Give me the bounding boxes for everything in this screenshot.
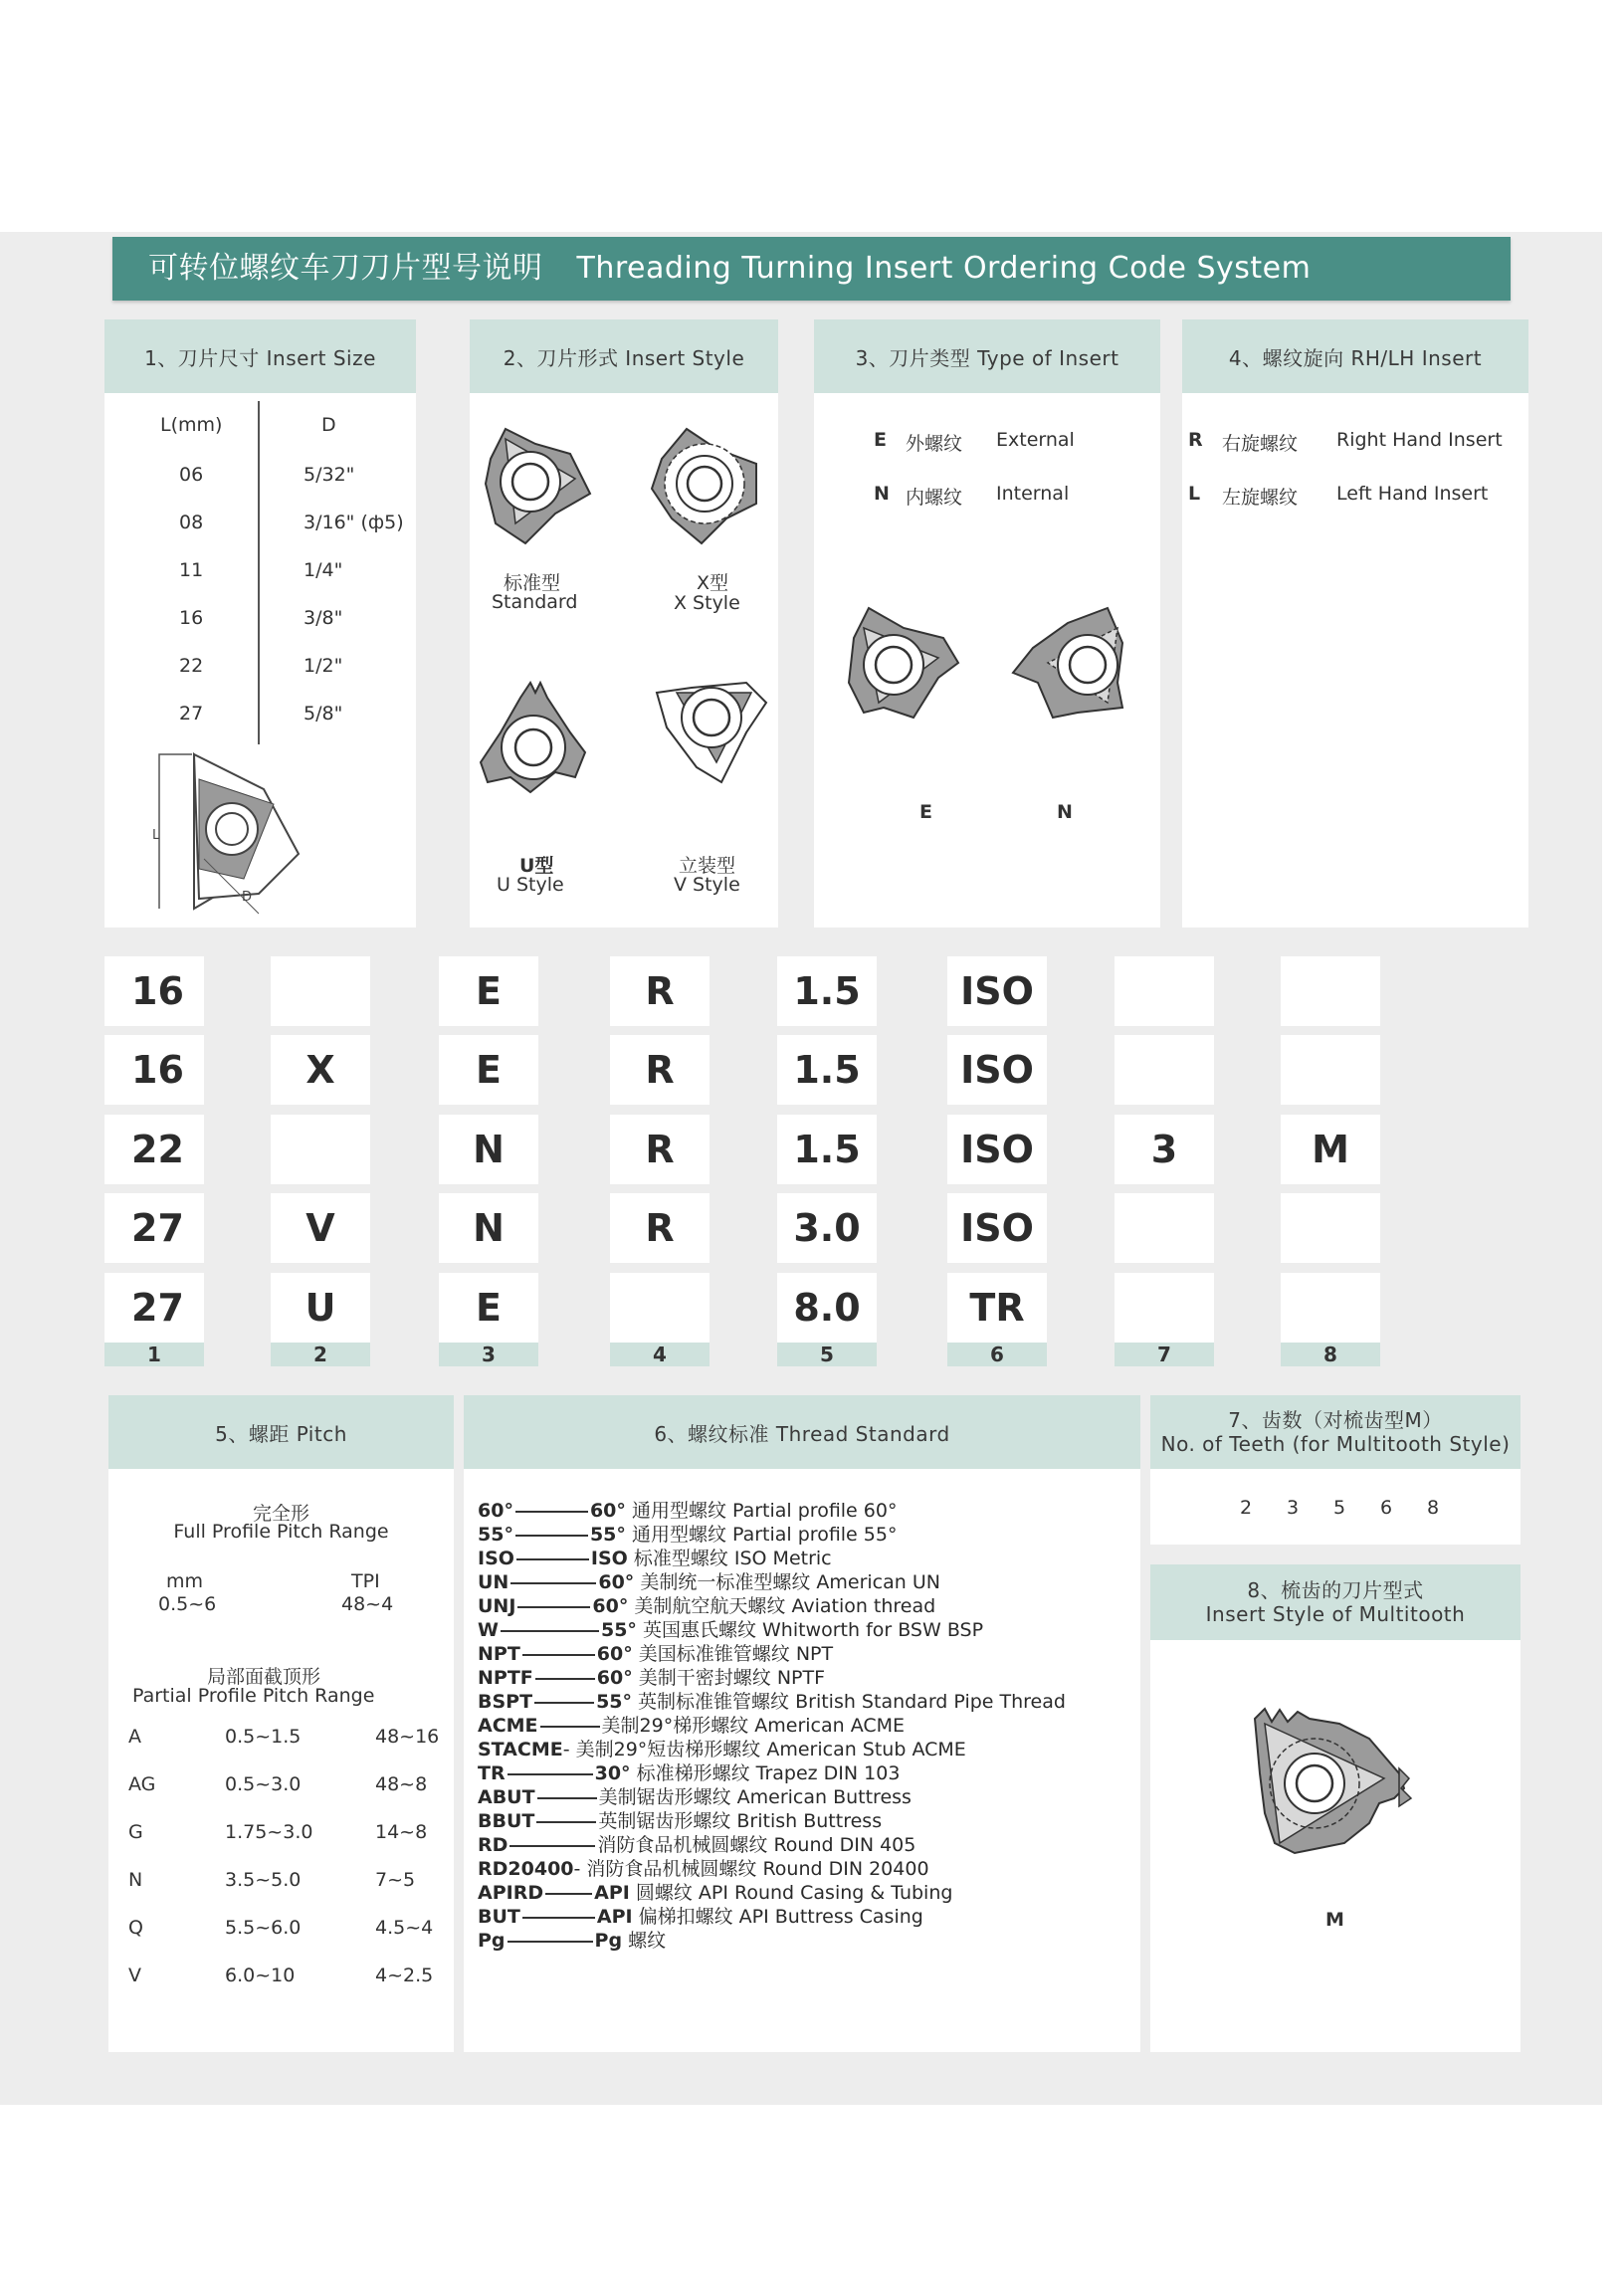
code-cell — [1115, 1035, 1214, 1105]
code-cell: 3 — [1115, 1115, 1214, 1184]
dash-line — [537, 1797, 597, 1799]
thread-standard-row — [478, 1547, 832, 1570]
mm-range: 0.5~6 — [158, 1593, 217, 1615]
dash-line — [534, 1702, 594, 1704]
thread-code: Pg — [478, 1930, 506, 1952]
code-cell — [1115, 1273, 1214, 1343]
insert-size-diagram — [144, 749, 343, 919]
thread-standard-row — [478, 1642, 833, 1666]
code-cell: E — [439, 1273, 538, 1343]
style-v-cn: 立装型 — [679, 855, 736, 877]
code-cell: R — [610, 956, 710, 1026]
column-number: 4 — [610, 1343, 710, 1366]
thread-standard-row — [478, 1905, 923, 1929]
diagram-d-label: D — [242, 890, 253, 905]
code-cell: M — [1281, 1115, 1380, 1184]
multitooth-insert-icon — [1250, 1704, 1419, 1873]
thread-description: 美制航空航天螺纹 Aviation thread — [628, 1595, 936, 1617]
pitch-code: AG — [128, 1773, 156, 1795]
code-cell — [1281, 1193, 1380, 1263]
size-row-d: 1/4" — [304, 559, 343, 581]
thread-description: 美制干密封螺纹 NPTF — [632, 1667, 826, 1689]
dash-line — [508, 1773, 593, 1775]
size-row-d: 3/16" (ф5) — [304, 512, 404, 533]
full-profile-cn: 完全形 — [252, 1503, 309, 1525]
type-e-cn: 外螺纹 — [906, 433, 963, 455]
code-cell: ISO — [947, 1115, 1047, 1184]
thread-standard-row — [478, 1690, 1066, 1714]
thread-description: 英制标准锥管螺纹 British Standard Pipe Thread — [632, 1691, 1066, 1713]
multitooth-header-cn: 8、梳齿的刀片型式 — [1247, 1578, 1424, 1602]
pitch-code: V — [128, 1965, 141, 1986]
title-en: Threading Turning Insert Ordering Code System — [576, 251, 1312, 286]
code-cell: R — [610, 1035, 710, 1105]
thread-standard-row — [478, 1523, 897, 1547]
type-e-code: E — [874, 429, 887, 451]
size-row-d: 5/8" — [304, 703, 343, 724]
multitooth-header-en: Insert Style of Multitooth — [1205, 1602, 1466, 1626]
code-cell: 1.5 — [777, 1115, 877, 1184]
code-cell: 27 — [104, 1273, 204, 1343]
thread-code: ACME — [478, 1715, 538, 1737]
thread-code: NPT — [478, 1643, 520, 1665]
size-row-l: 08 — [179, 512, 204, 533]
thread-angle: ISO — [590, 1548, 628, 1569]
type-n-en: Internal — [996, 483, 1070, 505]
thread-angle: 55° — [589, 1524, 626, 1546]
thread-code: TR — [478, 1762, 506, 1784]
teeth-panel — [1150, 1395, 1521, 1545]
style-standard-en: Standard — [492, 591, 578, 613]
thread-standard-row — [478, 1618, 983, 1642]
thread-description: 美国标准锥管螺纹 NPT — [632, 1643, 834, 1665]
pitch-tpi: 48~8 — [375, 1773, 428, 1795]
diagram-l-label: L — [152, 828, 160, 843]
pitch-mm: 0.5~1.5 — [225, 1726, 302, 1748]
thread-code: W — [478, 1619, 499, 1641]
thread-code: ISO — [478, 1548, 514, 1569]
thread-standard-row — [478, 1833, 915, 1857]
lh-cn: 左旋螺纹 — [1222, 487, 1299, 509]
code-cell: 27 — [104, 1193, 204, 1263]
multitooth-header — [1150, 1564, 1521, 1640]
thread-description: 通用型螺纹 Partial profile 55° — [625, 1524, 898, 1546]
col-l-header: L(mm) — [160, 414, 223, 436]
thread-standard-row — [478, 1570, 940, 1594]
size-row-d: 3/8" — [304, 607, 343, 629]
teeth-option: 3 — [1287, 1497, 1300, 1519]
code-cell: E — [439, 1035, 538, 1105]
dash-line — [501, 1630, 599, 1632]
code-cell: 16 — [104, 956, 204, 1026]
full-profile-en: Full Profile Pitch Range — [173, 1521, 389, 1543]
teeth-header-en: No. of Teeth (for Multitooth Style) — [1160, 1432, 1511, 1456]
pitch-tpi: 7~5 — [375, 1869, 416, 1891]
thread-code: NPTF — [478, 1667, 533, 1689]
thread-standard-row — [478, 1929, 666, 1953]
column-number: 6 — [947, 1343, 1047, 1366]
thread-angle: 60° — [592, 1595, 629, 1617]
column-number: 8 — [1281, 1343, 1380, 1366]
thread-description: 通用型螺纹 Partial profile 60° — [625, 1500, 898, 1522]
code-cell: E — [439, 956, 538, 1026]
lh-en: Left Hand Insert — [1336, 483, 1489, 505]
pitch-tpi: 4.5~4 — [375, 1917, 434, 1939]
thread-code: STACME — [478, 1739, 563, 1760]
code-cell: U — [271, 1273, 370, 1343]
thread-code: ABUT — [478, 1786, 535, 1808]
column-divider — [258, 401, 260, 744]
tpi-range: 48~4 — [341, 1593, 394, 1615]
teeth-header — [1150, 1395, 1521, 1469]
thread-angle: 30° — [594, 1762, 631, 1784]
pitch-mm: 5.5~6.0 — [225, 1917, 302, 1939]
teeth-option: 5 — [1333, 1497, 1346, 1519]
style-standard-cn: 标准型 — [504, 572, 561, 594]
thread-code: 55° — [478, 1524, 513, 1546]
pitch-mm: 0.5~3.0 — [225, 1773, 302, 1795]
thread-description: - 美制29°短齿梯形螺纹 American Stub ACME — [562, 1739, 966, 1760]
thread-angle: API — [594, 1882, 630, 1904]
thread-standard-row — [478, 1809, 882, 1833]
dash-line — [536, 1821, 596, 1823]
x-style-insert-icon — [647, 424, 771, 548]
thread-angle: 55° — [596, 1691, 633, 1713]
thread-code: UN — [478, 1571, 509, 1593]
teeth-header-cn: 7、齿数（对梳齿型M） — [1228, 1408, 1443, 1432]
type-of-insert-header: 3、刀片类型 Type of Insert — [814, 319, 1160, 393]
column-number: 3 — [439, 1343, 538, 1366]
insert-style-panel — [470, 319, 778, 928]
dash-line — [545, 1893, 592, 1895]
code-cell: R — [610, 1115, 710, 1184]
pitch-panel — [108, 1395, 454, 2052]
thread-angle: 60° — [596, 1643, 633, 1665]
rh-lh-panel — [1182, 319, 1528, 928]
code-cell: ISO — [947, 956, 1047, 1026]
thread-code: APIRD — [478, 1882, 544, 1904]
code-cell — [271, 956, 370, 1026]
code-cell: N — [439, 1193, 538, 1263]
thread-angle: API — [596, 1906, 633, 1928]
dash-line — [509, 1845, 595, 1847]
teeth-option: 8 — [1427, 1497, 1440, 1519]
standard-insert-icon — [476, 424, 600, 548]
thread-angle: 60° — [596, 1667, 633, 1689]
thread-standard-header: 6、螺纹标准 Thread Standard — [464, 1395, 1140, 1469]
type-n-code: N — [874, 483, 890, 505]
column-number: 2 — [271, 1343, 370, 1366]
size-row-d: 1/2" — [304, 655, 343, 677]
thread-standard-row — [478, 1738, 966, 1761]
size-row-l: 16 — [179, 607, 204, 629]
code-cell: 22 — [104, 1115, 204, 1184]
col-d-header: D — [321, 414, 336, 436]
thread-description: 标准型螺纹 ISO Metric — [627, 1548, 832, 1569]
thread-code: UNJ — [478, 1595, 516, 1617]
column-number: 5 — [777, 1343, 877, 1366]
pitch-tpi: 14~8 — [375, 1821, 428, 1843]
thread-standard-row — [478, 1714, 905, 1738]
code-cell — [610, 1273, 710, 1343]
dash-line — [515, 1511, 588, 1513]
code-cell: ISO — [947, 1193, 1047, 1263]
code-cell: TR — [947, 1273, 1047, 1343]
code-cell — [271, 1115, 370, 1184]
pitch-code: N — [128, 1869, 143, 1891]
code-cell: X — [271, 1035, 370, 1105]
insert-size-panel — [104, 319, 416, 928]
external-insert-icon — [844, 603, 968, 727]
code-cell: V — [271, 1193, 370, 1263]
code-cell: R — [610, 1193, 710, 1263]
thread-description: 美制29°梯形螺纹 American ACME — [601, 1715, 906, 1737]
thread-code: RD — [478, 1834, 508, 1856]
thread-description: 标准梯形螺纹 Trapez DIN 103 — [630, 1762, 901, 1784]
insert-style-header: 2、刀片形式 Insert Style — [470, 319, 778, 393]
thread-description: 美制锯齿形螺纹 American Buttress — [598, 1786, 912, 1808]
dash-line — [508, 1941, 593, 1943]
style-u-cn: U型 — [519, 855, 554, 877]
size-row-l: 06 — [179, 464, 204, 486]
code-cell: ISO — [947, 1035, 1047, 1105]
code-cell: 3.0 — [777, 1193, 877, 1263]
pitch-code: Q — [128, 1917, 143, 1939]
thread-standard-panel — [464, 1395, 1140, 2052]
dash-line — [515, 1535, 588, 1537]
style-u-en: U Style — [497, 874, 564, 896]
size-row-d: 5/32" — [304, 464, 355, 486]
code-cell — [1115, 1193, 1214, 1263]
thread-standard-row — [478, 1499, 897, 1523]
thread-code: 60° — [478, 1500, 513, 1522]
thread-angle: Pg — [594, 1930, 623, 1952]
teeth-option: 6 — [1380, 1497, 1393, 1519]
title-cn: 可转位螺纹车刀刀片型号说明 — [148, 251, 543, 286]
dash-line — [535, 1678, 595, 1680]
rh-lh-header: 4、螺纹旋向 RH/LH Insert — [1182, 319, 1528, 393]
thread-standard-row — [478, 1785, 912, 1809]
rh-code: R — [1188, 429, 1203, 451]
thread-angle: 55° — [600, 1619, 637, 1641]
mm-label: mm — [166, 1570, 204, 1592]
type-e-en: External — [996, 429, 1075, 451]
multitooth-panel — [1150, 1564, 1521, 2052]
thread-description: 螺纹 — [622, 1930, 667, 1952]
pitch-header: 5、螺距 Pitch — [108, 1395, 454, 1469]
thread-standard-row — [478, 1666, 825, 1690]
thread-standard-row — [478, 1881, 952, 1905]
thread-code: BBUT — [478, 1810, 535, 1832]
dash-line — [517, 1606, 590, 1608]
partial-profile-en: Partial Profile Pitch Range — [132, 1685, 375, 1707]
code-cell: 1.5 — [777, 1035, 877, 1105]
tpi-label: TPI — [351, 1570, 380, 1592]
lh-code: L — [1188, 483, 1201, 505]
thread-code: BSPT — [478, 1691, 533, 1713]
pitch-tpi: 48~16 — [375, 1726, 440, 1748]
partial-profile-cn: 局部面截顶形 — [207, 1666, 321, 1688]
code-cell — [1115, 956, 1214, 1026]
code-cell: 8.0 — [777, 1273, 877, 1343]
pitch-code: G — [128, 1821, 143, 1843]
label-n: N — [1057, 801, 1073, 823]
type-n-cn: 内螺纹 — [906, 487, 963, 509]
thread-description: - 消防食品机械圆螺纹 Round DIN 20400 — [573, 1858, 929, 1880]
thread-standard-row — [478, 1761, 900, 1785]
size-row-l: 27 — [179, 703, 204, 724]
dash-line — [510, 1582, 596, 1584]
thread-description: 偏梯扣螺纹 API Buttress Casing — [632, 1906, 923, 1928]
thread-description: 英国惠氏螺纹 Whitworth for BSW BSP — [636, 1619, 984, 1641]
dash-line — [522, 1654, 595, 1656]
code-cell: N — [439, 1115, 538, 1184]
thread-angle: 60° — [598, 1571, 635, 1593]
u-style-insert-icon — [476, 678, 600, 802]
multitooth-label: M — [1325, 1909, 1344, 1931]
insert-size-header: 1、刀片尺寸 Insert Size — [104, 319, 416, 393]
thread-code: BUT — [478, 1906, 520, 1928]
thread-code: RD20400 — [478, 1858, 574, 1880]
thread-angle: 60° — [589, 1500, 626, 1522]
size-row-l: 11 — [179, 559, 204, 581]
dash-line — [522, 1917, 595, 1919]
dash-line — [516, 1558, 589, 1560]
dash-line — [540, 1726, 600, 1728]
code-cell — [1281, 1273, 1380, 1343]
pitch-mm: 1.75~3.0 — [225, 1821, 313, 1843]
thread-description: 消防食品机械圆螺纹 Round DIN 405 — [597, 1834, 916, 1856]
style-v-en: V Style — [674, 874, 740, 896]
code-cell — [1281, 1035, 1380, 1105]
pitch-mm: 3.5~5.0 — [225, 1869, 302, 1891]
pitch-tpi: 4~2.5 — [375, 1965, 434, 1986]
thread-standard-row — [478, 1857, 929, 1881]
code-cell: 16 — [104, 1035, 204, 1105]
thread-description: 英制锯齿形螺纹 British Buttress — [598, 1810, 883, 1832]
v-style-insert-icon — [647, 673, 776, 802]
teeth-option: 2 — [1240, 1497, 1253, 1519]
size-row-l: 22 — [179, 655, 204, 677]
label-e: E — [919, 801, 932, 823]
rh-en: Right Hand Insert — [1336, 429, 1503, 451]
pitch-mm: 6.0~10 — [225, 1965, 296, 1986]
page-title — [112, 237, 1511, 301]
thread-standard-row — [478, 1594, 935, 1618]
code-cell: 1.5 — [777, 956, 877, 1026]
pitch-code: A — [128, 1726, 141, 1748]
type-of-insert-panel — [814, 319, 1160, 928]
style-x-cn: X型 — [697, 572, 729, 594]
column-number: 1 — [104, 1343, 204, 1366]
thread-description: 圆螺纹 API Round Casing & Tubing — [629, 1882, 953, 1904]
thread-description: 美制统一标准型螺纹 American UN — [634, 1571, 940, 1593]
rh-cn: 右旋螺纹 — [1222, 433, 1299, 455]
style-x-en: X Style — [674, 592, 740, 614]
code-cell — [1281, 956, 1380, 1026]
column-number: 7 — [1115, 1343, 1214, 1366]
internal-insert-icon — [1008, 603, 1137, 727]
